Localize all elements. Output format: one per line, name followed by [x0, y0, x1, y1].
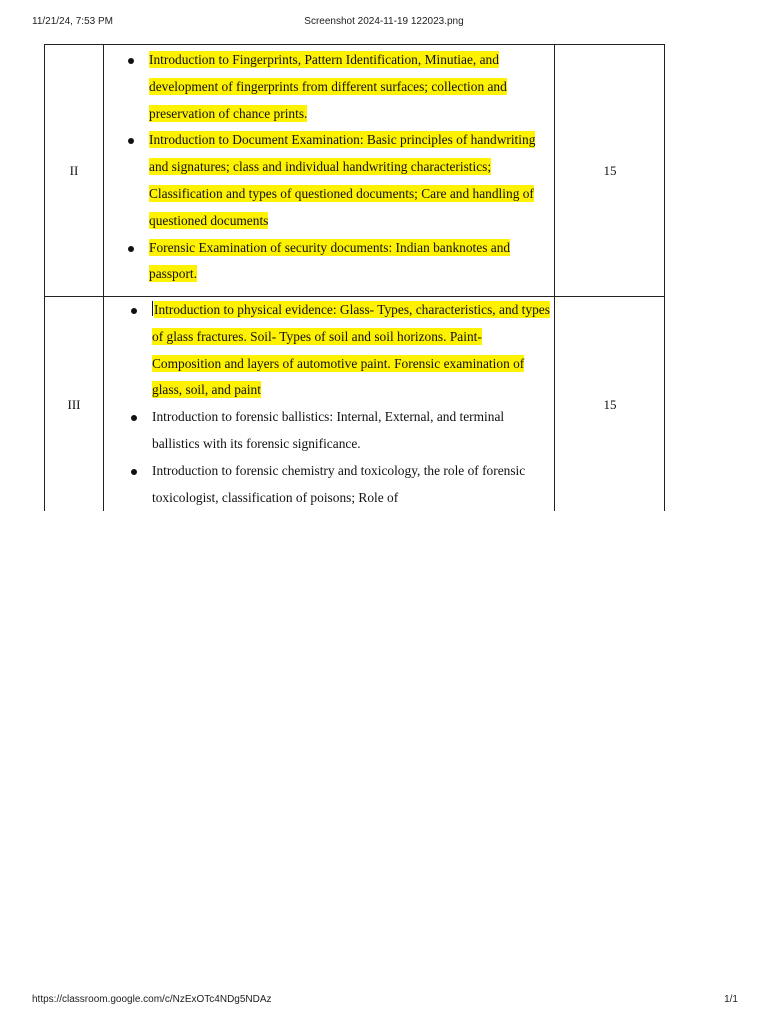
bullet-icon — [128, 138, 134, 144]
topic-text: Introduction to Fingerprints, Pattern Identification, Minutiae, and development of fingerprints from different surfaces; collection and preservation of chance prints. — [149, 52, 507, 121]
table-row-unit-3 — [44, 296, 665, 511]
list-item — [104, 404, 552, 458]
list-item — [104, 47, 554, 127]
unit-number: II — [69, 163, 79, 178]
bullet-icon — [131, 469, 137, 475]
bullet-icon — [128, 246, 134, 252]
print-header — [0, 16, 768, 32]
syllabus-table — [44, 44, 665, 511]
print-page-number: 1/1 — [724, 994, 738, 1005]
print-title: Screenshot 2024-11-19 122023.png — [304, 16, 464, 27]
print-url: https://classroom.google.com/c/NzExOTc4NDg5NDAz — [32, 994, 272, 1005]
topic-text: Introduction to physical evidence: Glass- Types, characteristics, and types of glass fractures. Soil- Types of soil and soil horizons. Paint- Composition and layers of automotive paint. Forensic examination of glass, soil, and paint — [152, 302, 550, 398]
list-item — [104, 458, 552, 511]
topic-text: Introduction to forensic chemistry and toxicology, the role of forensic toxicologist, classification of poisons; Role of — [152, 462, 526, 505]
unit-hours: 15 — [603, 396, 617, 412]
unit-hours: 15 — [603, 163, 617, 178]
list-item — [104, 127, 554, 234]
print-footer — [0, 994, 768, 1010]
unit-topics — [104, 47, 555, 288]
topic-text: Introduction to Document Examination: Basic principles of handwriting and signatures; class and individual handwriting characteristics; Classification and types of questioned documents; Care and handling of questioned documents — [149, 132, 536, 228]
bullet-icon — [128, 58, 134, 64]
table-row-unit-2 — [44, 44, 665, 297]
print-datetime: 11/21/24, 7:53 PM — [32, 16, 113, 27]
bullet-icon — [131, 415, 137, 421]
topic-text: Introduction to forensic ballistics: Internal, External, and terminal ballistics with its forensic significance. — [152, 409, 505, 451]
list-item — [104, 297, 552, 404]
topic-text: Forensic Examination of security documents: Indian banknotes and passport. — [149, 239, 511, 282]
text-cursor — [152, 301, 153, 316]
unit-topics — [104, 297, 555, 511]
bullet-icon — [131, 308, 137, 314]
unit-number: III — [67, 396, 81, 412]
list-item — [104, 235, 554, 289]
